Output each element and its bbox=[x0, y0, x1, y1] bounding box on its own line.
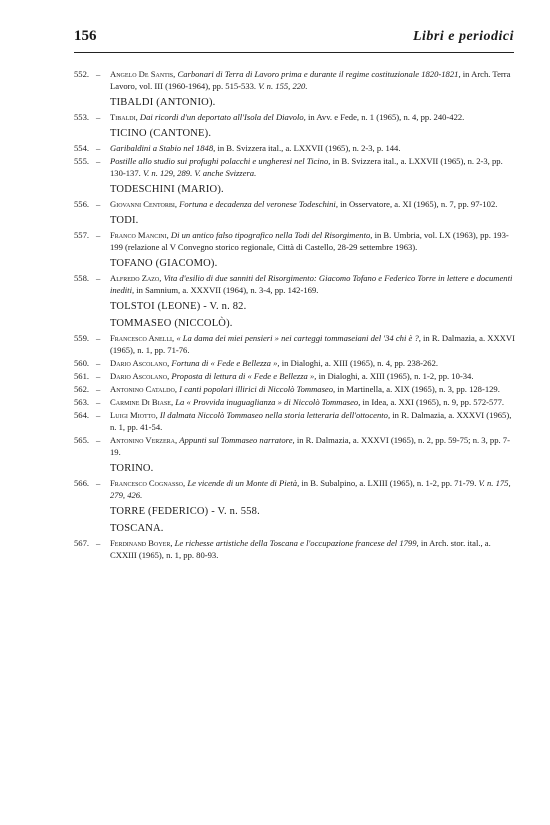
entry-author: Ferdinand Boyer, bbox=[110, 538, 173, 548]
entry-source: in Dialoghi, a. XIII (1965), n. 4, pp. 238-262. bbox=[281, 358, 439, 368]
section-heading: TORRE (FEDERICO) - V. n. 558. bbox=[110, 506, 260, 517]
section-heading: TOLSTOI (LEONE) - V. n. 82. bbox=[110, 301, 247, 312]
entry-dash: – bbox=[96, 435, 101, 445]
entry-title: Le richesse artistiche della Toscana e l'occupazione francese del 1799, bbox=[174, 538, 419, 548]
page-number: 156 bbox=[74, 28, 97, 44]
entry-dash: – bbox=[96, 230, 101, 240]
bibliography-entry bbox=[74, 68, 516, 92]
entry-source: in Martinella, a. XIX (1965), n. 3, pp. 128-129. bbox=[337, 384, 500, 394]
section-heading: TOMMASEO (NICCOLÒ). bbox=[110, 318, 233, 329]
entry-author: Carmine Di Biase, bbox=[110, 397, 174, 407]
bibliography-entry bbox=[74, 155, 516, 179]
entry-author: Alfredo Zazo, bbox=[110, 273, 162, 283]
entry-number: 553. bbox=[74, 112, 90, 122]
section-heading: TOSCANA. bbox=[110, 523, 164, 534]
entry-number: 558. bbox=[74, 273, 90, 283]
section-heading: TIBALDI (ANTONIO). bbox=[110, 97, 216, 108]
entry-author: Antonino Cataldo, bbox=[110, 384, 177, 394]
entry-title: Garibaldini a Stabio nel 1848, bbox=[110, 143, 216, 153]
entry-number: 556. bbox=[74, 199, 90, 209]
entry-author: Tibaldi, bbox=[110, 112, 138, 122]
entry-title: Il dalmata Niccolò Tommaseo nella storia letteraria dell'ottocento, bbox=[159, 410, 391, 420]
bibliography-entry bbox=[74, 409, 516, 433]
entry-source: in B. Subalpino, a. LXIII (1965), n. 1-2, pp. 71-79. bbox=[301, 478, 477, 488]
entry-title: Proposta di lettura di « Fede e Bellezza », bbox=[171, 371, 317, 381]
entry-dash: – bbox=[96, 112, 101, 122]
section-heading: TOFANO (GIACOMO). bbox=[110, 258, 218, 269]
entry-title: Le vicende di un Monte di Pietà, bbox=[187, 478, 300, 488]
entry-title: Dai ricordi d'un deportato all'Isola del Diavolo, bbox=[139, 112, 306, 122]
entry-dash: – bbox=[96, 384, 101, 394]
bibliography-entry bbox=[74, 198, 516, 210]
running-title: Libri e periodici bbox=[412, 29, 514, 44]
entry-number: 566. bbox=[74, 478, 90, 488]
entry-dash: – bbox=[96, 397, 101, 407]
entry-source: in Arch. stor. ital., a. CXXIII (1965), n. 1, pp. 80-93. bbox=[110, 538, 491, 560]
entry-title: Fortuna e decadenza del veronese Todeschini, bbox=[179, 199, 338, 209]
entry-title: Appunti sul Tommaseo narratore, bbox=[179, 435, 295, 445]
entry-author: Franco Mancini, bbox=[110, 230, 169, 240]
entry-source: in Osservatore, a. XI (1965), n. 7, pp. 97-102. bbox=[340, 199, 498, 209]
entry-title: I canti popolari illirici di Niccolò Tommaseo, bbox=[179, 384, 336, 394]
section-heading: TICINO (CANTONE). bbox=[110, 128, 212, 139]
entry-dash: – bbox=[96, 410, 101, 420]
entry-number: 567. bbox=[74, 538, 90, 548]
entry-title: « La dama dei miei pensieri » nei carteggi tommaseiani del '34 chi è ?, bbox=[176, 333, 421, 343]
entry-source: in B. Svizzera ital., a. LXXVII (1965), n. 2-3, p. 144. bbox=[217, 143, 401, 153]
entry-author: Luigi Miotto, bbox=[110, 410, 158, 420]
entry-source: in R. Dalmazia, a. XXXVI (1965), n. 2, pp. 59-75; n. 3, pp. 7-19. bbox=[110, 435, 510, 457]
entry-number: 564. bbox=[74, 410, 90, 420]
entry-author: Giovanni Centorbi, bbox=[110, 199, 178, 209]
bibliography-entry bbox=[74, 332, 516, 356]
entry-number: 562. bbox=[74, 384, 90, 394]
entry-title: La « Provvida inuguaglianza » di Niccolò Tommaseo, bbox=[175, 397, 361, 407]
entry-source: in Avv. e Fede, n. 1 (1965), n. 4, pp. 240-422. bbox=[307, 112, 465, 122]
bibliography-entry bbox=[74, 357, 516, 369]
bibliography-entry bbox=[74, 272, 516, 296]
entry-dash: – bbox=[96, 199, 101, 209]
entry-crossref: V. n. 129, 289. V. anche Svizzera. bbox=[142, 168, 257, 178]
entry-number: 563. bbox=[74, 397, 90, 407]
entry-source: in Idea, a. XXI (1965), n. 9, pp. 572-577. bbox=[362, 397, 505, 407]
entry-source: in B. Umbria, vol. LX (1963), pp. 193-199 (relazione al V Convegno storico regionale, Città di Castello, 28-29 settembre 1963). bbox=[110, 230, 509, 252]
entry-source: in Samnium, a. XXXVII (1964), n. 3-4, pp. 142-169. bbox=[136, 285, 319, 295]
entry-dash: – bbox=[96, 371, 101, 381]
entry-crossref: V. n. 175, 279, 426. bbox=[110, 478, 511, 500]
entry-dash: – bbox=[96, 156, 101, 166]
entry-dash: – bbox=[96, 538, 101, 548]
entry-number: 555. bbox=[74, 156, 90, 166]
bibliography-entry bbox=[74, 434, 516, 458]
entry-title: Fortuna di « Fede e Bellezza », bbox=[171, 358, 280, 368]
entry-author: Francesco Anelli, bbox=[110, 333, 175, 343]
entry-dash: – bbox=[96, 143, 101, 153]
entry-number: 557. bbox=[74, 230, 90, 240]
entry-number: 560. bbox=[74, 358, 90, 368]
bibliography-list bbox=[74, 68, 516, 562]
entry-dash: – bbox=[96, 358, 101, 368]
entry-number: 554. bbox=[74, 143, 90, 153]
bibliography-entry bbox=[74, 537, 516, 561]
entry-number: 565. bbox=[74, 435, 90, 445]
entry-title: Di un antico falso tipografico nella Todi del Risorgimento, bbox=[170, 230, 373, 240]
entry-author: Antonino Verzera, bbox=[110, 435, 178, 445]
entry-source: in B. Svizzera ital., a. LXXVII (1965), n. 2-3, pp. 130-137. bbox=[110, 156, 503, 178]
entry-author: Dario Ascolano, bbox=[110, 358, 170, 368]
entry-author: Dario Ascolano, bbox=[110, 371, 170, 381]
entry-source: in Arch. Terra Lavoro, vol. III (1960-1964), pp. 515-533. bbox=[110, 69, 511, 91]
entry-crossref: V. n. 155, 220. bbox=[258, 81, 308, 91]
header-rule bbox=[74, 52, 514, 53]
bibliography-entry bbox=[74, 396, 516, 408]
entry-author: Francesco Cognasso, bbox=[110, 478, 186, 488]
bibliography-entry bbox=[74, 229, 516, 253]
entry-title: Postille allo studio sui profughi polacchi e ungheresi nel Ticino, bbox=[110, 156, 331, 166]
entry-source: in Dialoghi, a. XIII (1965), n. 1-2, pp. 10-34. bbox=[318, 371, 474, 381]
entry-dash: – bbox=[96, 478, 101, 488]
bibliography-entry bbox=[74, 370, 516, 382]
entry-dash: – bbox=[96, 333, 101, 343]
entry-author: Angelo De Santis, bbox=[110, 69, 176, 79]
entry-dash: – bbox=[96, 69, 101, 79]
entry-source: in R. Dalmazia, a. XXXVI (1965), n. 1, pp. 41-54. bbox=[110, 410, 512, 432]
section-heading: TORINO. bbox=[110, 463, 154, 474]
section-heading: TODI. bbox=[110, 215, 139, 226]
entry-number: 552. bbox=[74, 69, 90, 79]
entry-dash: – bbox=[96, 273, 101, 283]
bibliography-entry bbox=[74, 383, 516, 395]
bibliography-entry bbox=[74, 477, 516, 501]
entry-source: in R. Dalmazia, a. XXXVI (1965), n. 1, pp. 71-76. bbox=[110, 333, 515, 355]
entry-title: Vita d'esilio di due sanniti del Risorgimento: Giacomo Tofano e Federico Torre in lettere e documenti inediti, bbox=[110, 273, 513, 295]
page-header bbox=[74, 28, 516, 50]
entry-number: 561. bbox=[74, 371, 90, 381]
entry-title: Carbonari di Terra di Lavoro prima e durante il regime costituzionale 1820-1821, bbox=[177, 69, 461, 79]
section-heading: TODESCHINI (MARIO). bbox=[110, 184, 224, 195]
entry-number: 559. bbox=[74, 333, 90, 343]
bibliography-entry bbox=[74, 111, 516, 123]
bibliography-entry bbox=[74, 142, 516, 154]
